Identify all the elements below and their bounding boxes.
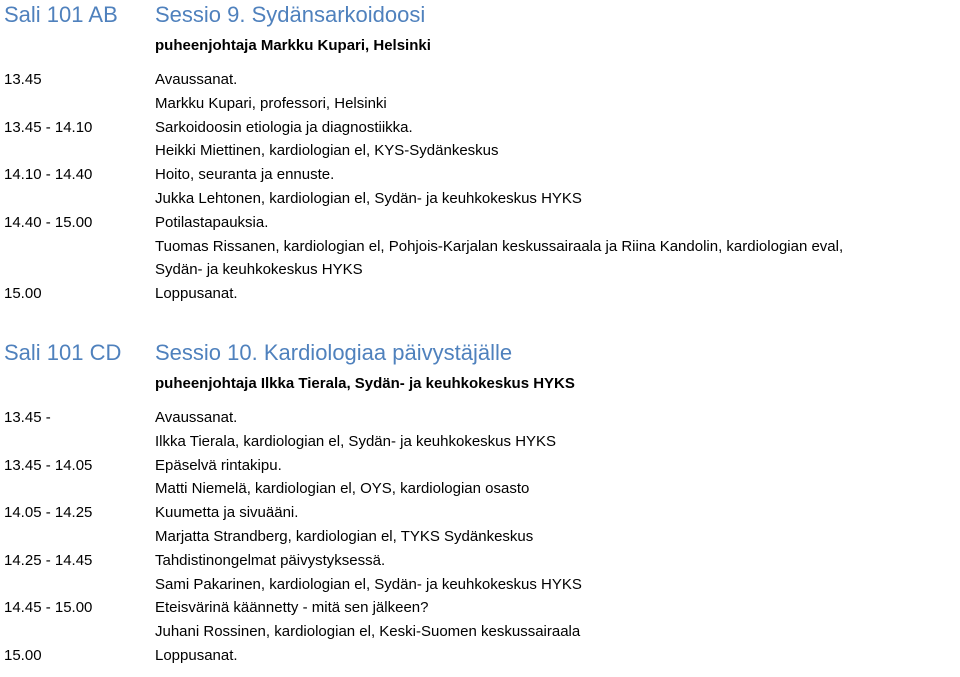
item-time: 13.45 - 14.05 (4, 456, 93, 474)
item-time: 15.00 (4, 646, 42, 664)
program-item (0, 644, 960, 668)
item-time: 14.25 - 14.45 (4, 551, 93, 569)
session-title: Sessio 10. Kardiologiaa päivystäjälle (155, 340, 513, 365)
room-label: Sali 101 AB (4, 2, 118, 27)
item-time: 13.45 - 14.10 (4, 118, 93, 136)
program-item (0, 116, 960, 164)
item-title: Eteisvärinä käännetty - mitä sen jälkeen? (155, 599, 429, 617)
program-item (0, 163, 960, 211)
item-time: 14.45 - 15.00 (4, 599, 93, 617)
item-time: 13.45 - (4, 409, 51, 426)
item-time: 15.00 (4, 285, 42, 303)
item-title: Potilastapauksia. (155, 213, 269, 231)
item-title: Tahdistinongelmat päivystyksessä. (155, 551, 386, 569)
session-10 (0, 340, 960, 668)
program-items (0, 406, 960, 668)
item-title: Loppusanat. (155, 646, 238, 664)
session-header (0, 340, 960, 372)
session-9 (0, 2, 960, 306)
item-speaker: Juhani Rossinen, kardiologian el, Keski-Suomen keskussairaala (155, 623, 581, 641)
session-chair: puheenjohtaja Markku Kupari, Helsinki (155, 37, 431, 54)
item-title: Hoito, seuranta ja ennuste. (155, 166, 335, 184)
session-title: Sessio 9. Sydänsarkoidoosi (155, 2, 426, 27)
item-speaker: Sami Pakarinen, kardiologian el, Sydän- ja keuhkokeskus HYKS (155, 575, 582, 593)
item-title: Epäselvä rintakipu. (155, 456, 282, 474)
item-time: 14.40 - 15.00 (4, 213, 93, 231)
item-time: 14.10 - 14.40 (4, 166, 93, 184)
program-item (0, 282, 960, 306)
item-time: 14.05 - 14.25 (4, 504, 93, 522)
session-header (0, 2, 960, 34)
item-speaker: Tuomas Rissanen, kardiologian el, Pohjois-Karjalan keskussairaala ja Riina Kandolin, kardiologian eval, (155, 237, 844, 255)
item-title: Kuumetta ja sivuääni. (155, 504, 299, 522)
program-items (0, 68, 960, 306)
item-speaker: Jukka Lehtonen, kardiologian el, Sydän- ja keuhkokeskus HYKS (155, 189, 582, 207)
item-title: Avaussanat. (155, 409, 238, 426)
program-item (0, 68, 960, 116)
program-item (0, 596, 960, 644)
item-title: Avaussanat. (155, 71, 238, 88)
item-speaker: Markku Kupari, professori, Helsinki (155, 94, 387, 112)
item-speaker: Ilkka Tierala, kardiologian el, Sydän- ja keuhkokeskus HYKS (155, 432, 557, 450)
item-speaker: Matti Niemelä, kardiologian el, OYS, kardiologian osasto (155, 480, 530, 498)
session-chair: puheenjohtaja Ilkka Tierala, Sydän- ja keuhkokeskus HYKS (155, 375, 575, 392)
item-speaker: Marjatta Strandberg, kardiologian el, TYKS Sydänkeskus (155, 527, 534, 545)
program-item (0, 501, 960, 549)
item-title: Loppusanat. (155, 285, 238, 303)
program-item (0, 454, 960, 502)
item-speaker-continued: Sydän- ja keuhkokeskus HYKS (155, 261, 363, 279)
program-item (0, 549, 960, 597)
room-label: Sali 101 CD (4, 340, 122, 365)
item-speaker: Heikki Miettinen, kardiologian el, KYS-Sydänkeskus (155, 142, 499, 160)
program-item (0, 406, 960, 454)
program-item (0, 211, 960, 282)
item-time: 13.45 (4, 71, 42, 88)
item-title: Sarkoidoosin etiologia ja diagnostiikka. (155, 118, 413, 136)
